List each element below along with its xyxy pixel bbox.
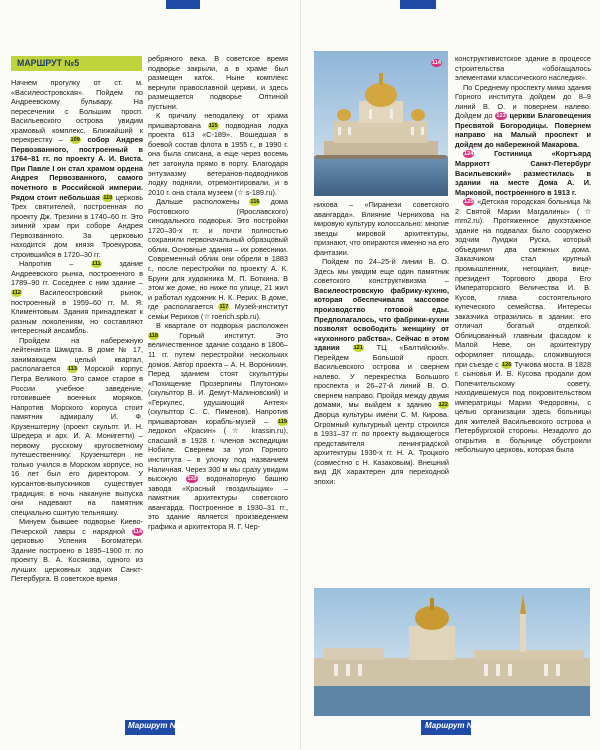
text-column-2 — [148, 54, 288, 723]
map-marker-icon: 109 — [70, 137, 80, 144]
map-marker-icon: 115 — [208, 122, 218, 129]
map-marker-icon: 126 — [501, 361, 512, 368]
map-marker-icon: 125 — [464, 199, 474, 206]
text-column-1 — [11, 78, 143, 723]
paragraph: Напротив – 111 здание Андреевского рынка, построенного в 1789–90 гг. Соседнее с ним здание – 112 Василеостровский рынок, построенный в 1959–60 гг. М. Я. Климентовым. Здания принадлежат к разным поколениям, но составляют интересный ансамбль. — [11, 259, 143, 336]
map-marker-icon: 116 — [250, 199, 260, 206]
panorama-illustration — [314, 588, 590, 716]
text-column-3 — [314, 200, 449, 582]
footer-route-label: Маршрут №5 — [128, 721, 184, 730]
map-marker-icon: 114 — [431, 60, 441, 66]
map-marker-icon: 119 — [277, 418, 287, 425]
route-header-label: МАРШРУТ №5 — [17, 58, 80, 68]
photo-cathedral — [314, 51, 448, 196]
paragraph: По Среднему проспекту мимо здания Горного института дойдем до 8–9 линий В. О. и повернем налево. Дойдем до 123 церкви Благовещения Пресвятой Богородицы. Повернем направо на Малый проспект и дойдем до набережной Макарова. — [455, 82, 591, 149]
paragraph: Пройдем на набережную лейтенанта Шмидта. В доме № 17, занимающем целый квартал, располагается 113 Морской корпус Петра Великого. Это самое старое в России учебное заведение, готовившее военных моряков. Напротив Морского корпуса стоит памятник адмиралу И. Ф. Крузенштерну (проект скульпт. И. Н. Шредера и арх. И. А. Монигетти) – первому русскому кругосветному путешественнику. Крузенштерн не только учился в Морском корпусе, но 16 лет был его директором. У курсантов-выпускников существует традиция: в ночь накануне выпуска они надевают на памятник специально сшитую тельняшку. — [11, 335, 143, 517]
map-marker-icon: 110 — [103, 194, 113, 201]
paragraph: В квартале от подворья расположен 118 Горный институт. Это величественное здание создано в 1806–11 гг. путем перестройки нескольких домов. Автор проекта – А. Н. Воронихин. Перед зданием стоят скульптуры «Похищение Прозерпины Плутоном» (скульптор В. И. Демут-Малиновский) и «Геркулес, удушающий Антея» (скульптор С. С. Пименов). Напротив пришвартован корабль-музей – 119 ледокол «Красин» (☆ krassin.ru), спасший в 1928 г. членов экспедиции Нобиле. Свернем за угол Горного института – в улочку под названием Наличная. Через 300 м мы сразу увидим высокую 120 водонапорную башню завода «Красный гвоздильщик» – памятник архитектуры советского авангарда. Построенное в 1930–31 гг., это здание является произведением графика и архитектора Я. Г. Чер- — [148, 321, 288, 531]
page-tab-marker — [400, 0, 436, 9]
map-marker-icon: 114 — [132, 528, 142, 535]
paragraph: 124 Гостиница «Кортъярд Марриотт Санкт-Петербург Васильевский» разместилась в здании на месте Дома А. И. Марковой, построенного в 1913 г. — [455, 149, 591, 197]
map-marker-icon: 124 — [464, 151, 474, 158]
paragraph: К причалу неподалеку от храма пришвартована 115 подводная лодка проекта 613 «С-189». Вошедшая в боевой состав флота в 1955 г., в 1990 г. она была списана, а еще через восемь лет затонула прямо в порту. Благодаря энтузиазму ветеранов-подводников лодку подняли, отремонтировали, и в 2010 г. она стала музеем (☆ s-189.ru). — [148, 111, 288, 197]
paragraph: ребряного века. В советское время подворье закрыли, а в храме был размещен каток. Ныне комплекс вернули православной церкви, и здесь размещается подворье Оптиной пустыни. — [148, 54, 288, 111]
map-marker-icon: 112 — [12, 290, 22, 297]
route-header-bar — [11, 56, 142, 71]
map-marker-icon: 117 — [219, 304, 229, 311]
photo-city-panorama — [314, 588, 590, 716]
paragraph: Начнем прогулку от ст. м. «Василеостровская». Пойдем по Андреевскому бульвару. На пересечении с Большим просп. Васильевского острова увидим храмовый комплекс. Ближайший к перекрестку – 109 собор Андрея Первозванного, построенный в 1764–81 гг. по проекту А. И. Виста. При Павле I он стал храмом ордена Андрея Первозванного, самого почетного в Российской империи. Рядом стоит небольшая 110 церковь Трех святителей, построенная по проекту Дж. Трезини в 1740–60 гг. Это зимний храм при соборе Андрея Первозванного. За церковью находится дом князя Троекурова, строившийся в 1720–30 гг. — [11, 78, 143, 259]
paragraph: Минуем бывшее подворье Киево-Печерской лавры с нарядной 114 церковью Успения Богоматери. Здание построено в 1895–1900 гг. по проекту В. А. Косякова, одного из лучших церковных зодчих Санкт-Петербурга. В советское время — [11, 517, 143, 584]
paragraph: 125 «Детская городская больница № 2 Святой Марии Магдалины» (☆ mm2.ru). Протяженное двухэтажное здание на подвалах было сооружено зодчим Луиджи Руска, который объединил два смежных дома. Заказчиком стал крупный промышленник, негоциант, вице-президент Торгового двора Его Императорского Величества И. В. Кусов, глава состоятельного купеческого семейства. Интересы заказчика отразились в здании: его отличал богатый отделкой. Облицованный главным фасадом к Малой Неве, он архитектуру оформляет площадь, сложившуюся при съезде с 126 Тучкова моста. В 1828 г. сыновья И. В. Кусова продали дом Попечительскому совету, находившемуся под покровительством императрицы Марии Федоровны, с целью организации здесь больницы для жителей Васильевского острова и Петербургской стороны. Незадолго до открытия в больнице обустроили небольшую церковь, которая была — [455, 197, 591, 455]
map-marker-icon: 123 — [496, 113, 506, 120]
map-marker-icon: 122 — [438, 402, 448, 409]
page-tab-marker — [166, 0, 200, 9]
text-column-4 — [455, 54, 591, 582]
paragraph: нихова – «Пиранези советского авангарда». Влияние Чернихова на мировую культуру колоссально: многие звезды мировой архитектуры, признают, что опираются именно на его фантазии. — [314, 200, 449, 257]
cathedral-illustration — [314, 51, 448, 196]
footer-route-label: Маршрут №5 — [425, 721, 481, 730]
paragraph: Дальше расположены 116 дома Ростовского (Ярославского) синодального подворья. Это постройки 1720–30-х гг. и почти полностью сохранили первоначальный образцовый облик. Основные здания – их ровесники. Современный облик они обрели в 1883 г., после перестройки по проекту А. К. Бруни для художника М. П. Боткина. В этом же доме, но ниже по улице, 21 жил и работал художник Н. К. Рерих. В доме, где располагается 117 Музей-институт семьи Рерихов (☆ roerich.spb.ru). — [148, 197, 288, 321]
paragraph: Пойдем по 24–25-й линии В. О. Здесь мы увидим еще один памятник советского конструктивизма – Василеостровскую фабрику-кухню, которая обеспечивала массовое производство готовой еды. Предполагалось, что фабрики-кухни позволят освободить женщину от «кухонного рабства». Сейчас в этом здании 121 ТЦ «Балтийский». Перейдем Большой просп. Васильевского острова и свернем налево. У перекрестка Большого проспекта и 26–27-й линий В. О. свернем направо. Пройдя между двумя домами, мы выйдем к зданию 122 Дворца культуры имени С. М. Кирова. Огромный культурный центр строился в 1931–37 гг. по проекту выдающегося представителя ленинградской архитектуры 1930-х гг. Н. А. Троцкого (совместно с Н. Казаковым). Внешний вид ДК характерен для переходной эпохи: — [314, 257, 449, 486]
right-page — [300, 0, 600, 750]
map-marker-icon: 118 — [149, 332, 159, 339]
map-marker-icon: 120 — [187, 476, 197, 483]
map-marker-icon: 111 — [91, 261, 101, 268]
map-marker-icon: 121 — [353, 345, 363, 352]
map-marker-icon: 113 — [67, 366, 77, 373]
paragraph: конструктивистское здание в процессе строительства «обогащалось элементами классического наследия». — [455, 54, 591, 83]
